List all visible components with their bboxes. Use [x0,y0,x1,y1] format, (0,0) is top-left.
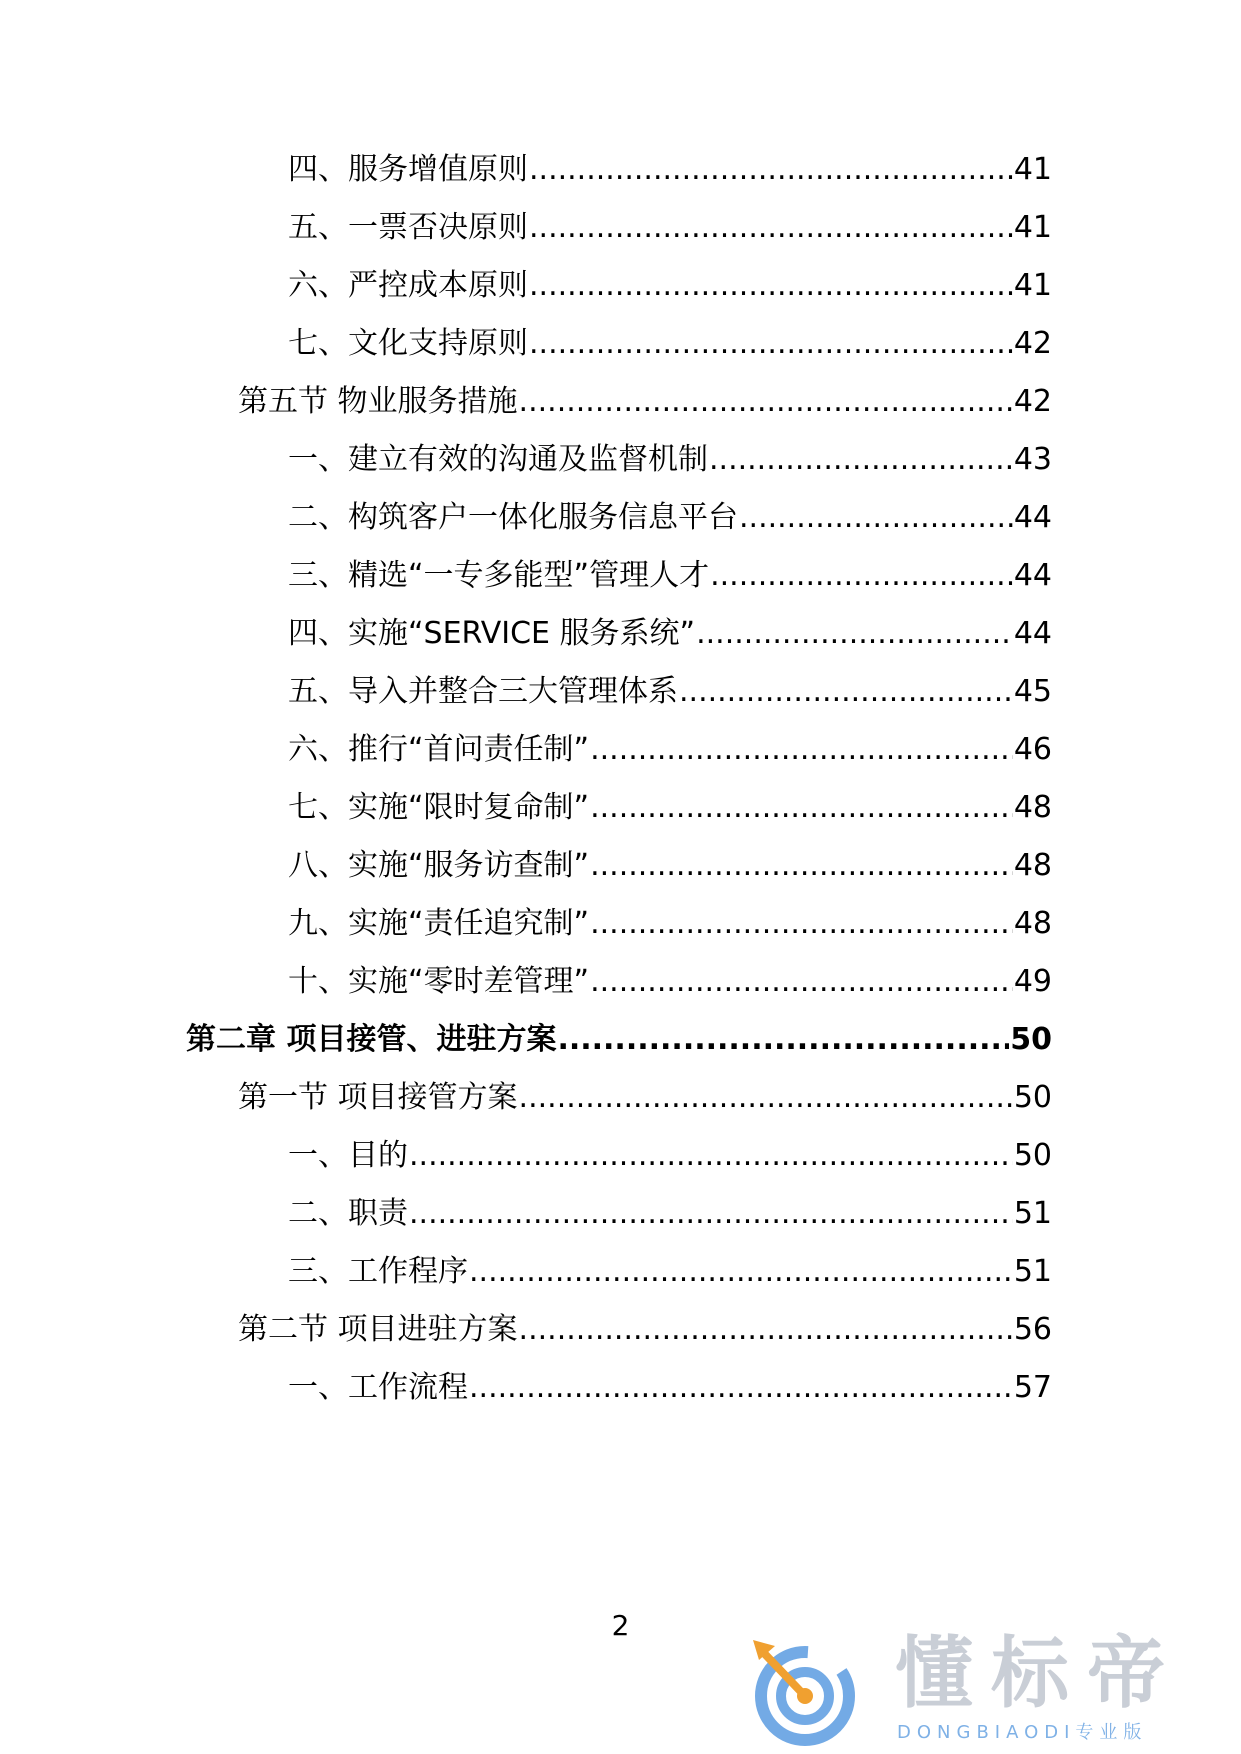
toc-entry-title: 五、导入并整合三大管理体系 [288,674,678,709]
toc-entry-page: 51 [1013,1196,1052,1231]
watermark-brand-text: 懂标帝 [895,1629,1184,1719]
toc-leader-dots [519,1308,1013,1352]
toc-entry-page: 56 [1013,1312,1052,1347]
toc-entry[interactable] [288,1134,1052,1178]
toc-leader-dots [469,1366,1013,1410]
toc-entry-section[interactable] [238,380,1052,424]
toc-entry-title: 五、一票否决原则 [288,210,528,245]
toc-entry-page: 42 [1013,384,1052,419]
toc-entry-title: 一、工作流程 [288,1370,468,1405]
toc-leader-dots [709,438,1013,482]
toc-leader-dots [590,960,1013,1004]
toc-entry-page: 50 [1010,1022,1052,1057]
toc-entry-title: 九、实施“责任追究制” [288,906,590,941]
toc-entry-title: 第一节 项目接管方案 [238,1080,518,1115]
toc-leader-dots [590,844,1013,888]
toc-entry-page: 44 [1013,500,1052,535]
toc-entry-section[interactable] [238,1076,1052,1120]
toc-entry-page: 43 [1013,442,1052,477]
toc-leader-dots [529,148,1013,192]
toc-entry-page: 49 [1013,964,1052,999]
toc-leader-dots [557,1018,1009,1062]
toc-entry[interactable] [288,148,1052,192]
toc-entry-title: 第二节 项目进驻方案 [238,1312,518,1347]
toc-leader-dots [409,1192,1013,1236]
toc-entry-title: 七、实施“限时复命制” [288,790,590,825]
toc-entry[interactable] [288,554,1052,598]
page-number: 2 [611,1609,630,1642]
toc-leader-dots [739,496,1013,540]
toc-entry-page: 51 [1013,1254,1052,1289]
toc-entry-section[interactable] [238,1308,1052,1352]
toc-leader-dots [696,612,1013,656]
toc-entry-page: 44 [1013,616,1052,651]
toc-entry[interactable] [288,670,1052,714]
toc-entry[interactable] [288,844,1052,888]
watermark-subtitle: DONGBIAODI专业版 [897,1722,1148,1743]
toc-entry-page: 48 [1013,906,1052,941]
toc-entry-title: 三、精选“一专多能型”管理人才 [288,558,710,593]
target-arrow-icon [745,1630,875,1748]
toc-entry[interactable] [288,1192,1052,1236]
toc-leader-dots [679,670,1013,714]
toc-entry[interactable] [288,206,1052,250]
toc-entry-title: 第二章 项目接管、进驻方案 [186,1022,557,1057]
toc-entry-page: 48 [1013,790,1052,825]
toc-leader-dots [590,728,1013,772]
toc-leader-dots [710,554,1013,598]
toc-leader-dots [529,206,1013,250]
toc-entry-page: 44 [1013,558,1052,593]
toc-entry-title: 一、目的 [288,1138,408,1173]
toc-entry-page: 42 [1013,326,1052,361]
toc-entry-title: 四、服务增值原则 [288,152,528,187]
toc-leader-dots [590,902,1013,946]
toc-entry[interactable] [288,786,1052,830]
toc-leader-dots [529,264,1013,308]
toc-entry-title: 二、职责 [288,1196,408,1231]
toc-entry-page: 41 [1013,210,1052,245]
toc-entry[interactable] [288,960,1052,1004]
toc-entry-title: 二、构筑客户一体化服务信息平台 [288,500,738,535]
toc-leader-dots [529,322,1013,366]
toc-entry[interactable] [288,728,1052,772]
toc-entry-title: 十、实施“零时差管理” [288,964,590,999]
toc-entry-title: 一、建立有效的沟通及监督机制 [288,442,708,477]
toc-entry[interactable] [288,496,1052,540]
toc-entry-page: 46 [1013,732,1052,767]
toc-entry[interactable] [288,264,1052,308]
toc-entry[interactable] [288,322,1052,366]
toc-leader-dots [519,1076,1013,1120]
toc-entry-page: 57 [1013,1370,1052,1405]
toc-leader-dots [590,786,1013,830]
toc-entry[interactable] [288,902,1052,946]
toc-entry-title: 七、文化支持原则 [288,326,528,361]
toc-leader-dots [409,1134,1013,1178]
toc-entry[interactable] [288,1366,1052,1410]
toc-entry[interactable] [288,612,1052,656]
toc-entry-page: 41 [1013,268,1052,303]
watermark [745,1630,1215,1748]
toc-entry-page: 50 [1013,1138,1052,1173]
toc-leader-dots [469,1250,1013,1294]
toc-entry-chapter[interactable] [186,1018,1052,1062]
toc-entry-title: 六、推行“首问责任制” [288,732,590,767]
toc-entry-title: 六、严控成本原则 [288,268,528,303]
toc-entry[interactable] [288,438,1052,482]
toc-leader-dots [519,380,1013,424]
toc-entry-title: 第五节 物业服务措施 [238,384,518,419]
toc-entry-page: 41 [1013,152,1052,187]
toc-entry-title: 三、工作程序 [288,1254,468,1289]
toc-entry-title: 四、实施“SERVICE 服务系统” [288,616,696,651]
toc-entry-page: 48 [1013,848,1052,883]
toc-entry-title: 八、实施“服务访查制” [288,848,590,883]
toc-entry-page: 50 [1013,1080,1052,1115]
toc-entry-page: 45 [1013,674,1052,709]
toc-entry[interactable] [288,1250,1052,1294]
